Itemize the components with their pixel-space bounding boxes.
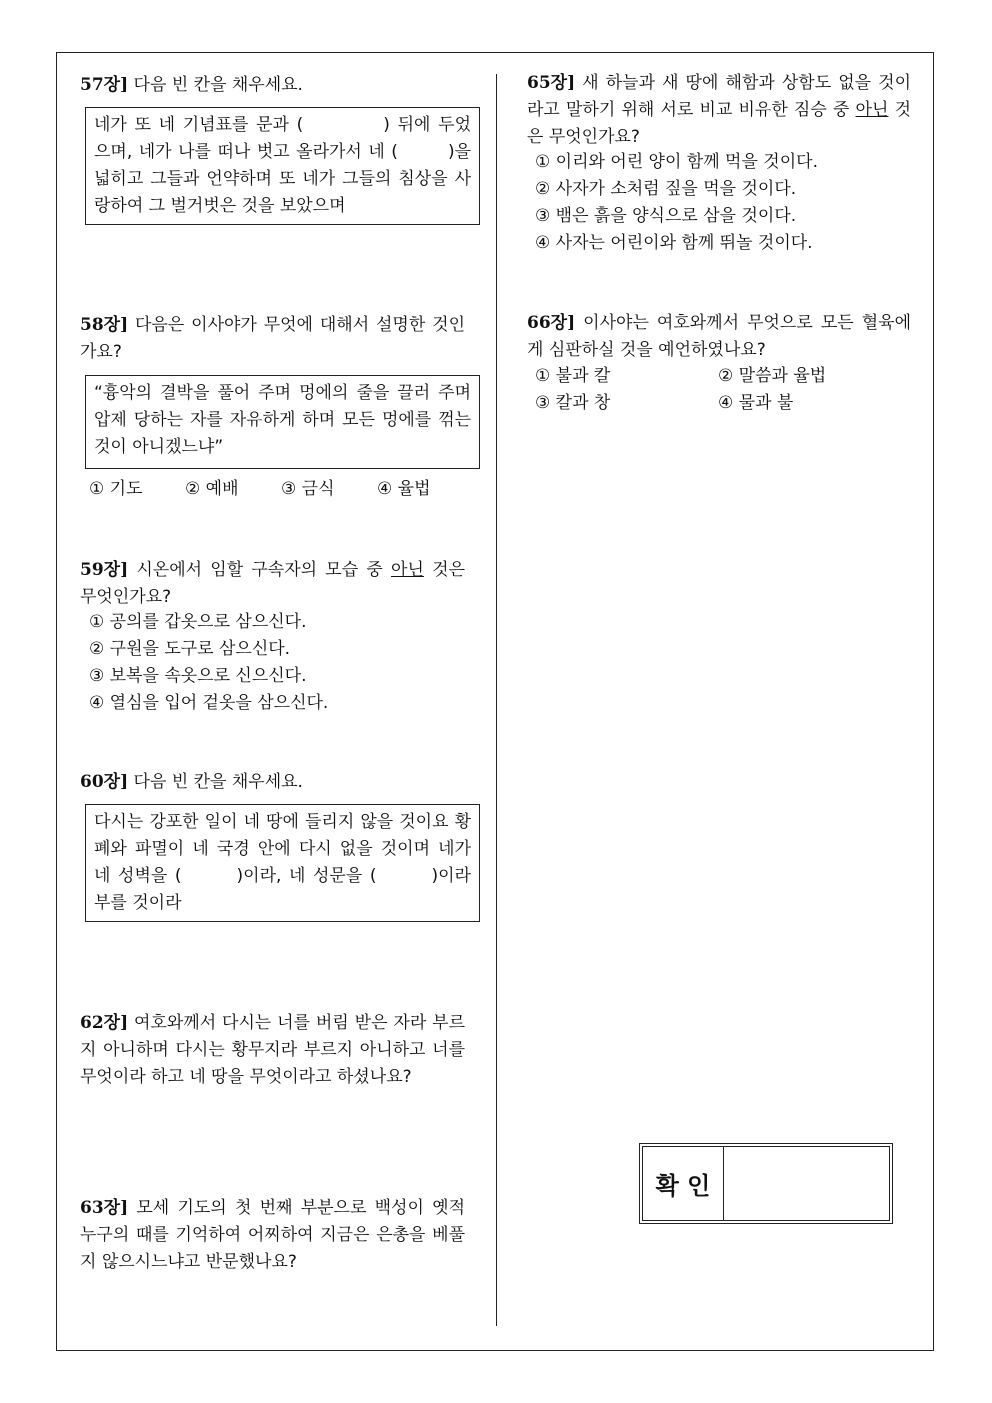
question-text: 시온에서 임할 구속자의 모습 중 xyxy=(128,560,392,580)
question-65 xyxy=(527,70,911,151)
option-3[interactable]: ③ 뱀은 흙을 양식으로 삼을 것이다. xyxy=(535,206,797,226)
option-3[interactable]: ③ 보복을 속옷으로 신으신다. xyxy=(89,666,307,686)
question-number: 59장] xyxy=(80,560,129,580)
confirm-box xyxy=(639,1143,893,1224)
passage-box xyxy=(85,375,480,469)
question-text: 여호와께서 다시는 너를 버림 받은 자라 부르지 아니하며 다시는 황무지라 부르지 아니하고 너를 무엇이라 하고 네 땅을 무엇이라고 하셨나요? xyxy=(80,1013,465,1087)
question-number: 58장] xyxy=(80,315,129,335)
question-text: 다음 빈 칸을 채우세요. xyxy=(128,75,303,95)
passage-text: 네가 또 네 기념표를 문과 ( xyxy=(94,115,304,135)
option-1[interactable]: ① 기도 xyxy=(89,479,143,499)
passage-box xyxy=(85,107,480,225)
confirm-inner xyxy=(642,1146,890,1221)
option-4[interactable]: ④ 물과 불 xyxy=(718,393,794,413)
passage-text: )이라 부를 것이라 xyxy=(94,866,471,913)
option-1[interactable]: ① 공의를 갑옷으로 삼으신다. xyxy=(89,612,307,632)
question-66 xyxy=(527,310,911,364)
passage-text: 다시는 강포한 일이 네 땅에 들리지 않을 것이요 황폐와 파멸이 네 국경 안에 다시 없을 것이며 네가 네 성벽을 ( xyxy=(94,812,471,886)
option-2[interactable]: ② 구원을 도구로 삼으신다. xyxy=(89,639,291,659)
question-number: 66장] xyxy=(527,313,576,333)
emphasis-underline: 아닌 xyxy=(391,560,424,580)
question-text: 새 하늘과 새 땅에 해함과 상함도 없을 것이라고 말하기 위해 서로 비교 비유한 짐승 중 xyxy=(527,73,911,120)
question-58 xyxy=(80,312,465,366)
question-text: 다음 빈 칸을 채우세요. xyxy=(128,772,303,792)
option-4[interactable]: ④ 율법 xyxy=(377,479,431,499)
question-number: 62장] xyxy=(80,1013,129,1033)
emphasis-underline: 아닌 xyxy=(855,100,889,120)
question-63 xyxy=(80,1195,465,1276)
option-3[interactable]: ③ 금식 xyxy=(281,479,335,499)
question-text: 다음은 이사야가 무엇에 대해서 설명한 것인가요? xyxy=(80,315,465,362)
question-57 xyxy=(80,72,472,99)
option-2[interactable]: ② 사자가 소처럼 짚을 먹을 것이다. xyxy=(535,179,797,199)
passage-text: )이라, 네 성문을 ( xyxy=(236,866,377,886)
option-2[interactable]: ② 예배 xyxy=(185,479,239,499)
signature-area[interactable] xyxy=(724,1147,889,1220)
option-3[interactable]: ③ 칼과 창 xyxy=(535,393,611,413)
passage-text: ) 뒤에 두었으며, 네가 나를 떠나 벗고 올라가서 네 ( xyxy=(94,115,471,162)
question-text: 모세 기도의 첫 번째 부분으로 백성이 옛적 누구의 때를 기억하여 어찌하여 지금은 은총을 베풀지 않으시느냐고 반문했나요? xyxy=(80,1198,465,1272)
option-4[interactable]: ④ 사자는 어린이와 함께 뛰놀 것이다. xyxy=(535,233,813,253)
question-62 xyxy=(80,1010,465,1091)
question-text: 이사야는 여호와께서 무엇으로 모든 혈육에게 심판하실 것을 예언하였나요? xyxy=(527,313,911,360)
column-divider xyxy=(496,74,497,1326)
passage-text: “흉악의 결박을 풀어 주며 멍에의 줄을 끌러 주며 압제 당하는 자를 자유하게 하며 모든 멍에를 꺾는 것이 아니겠느냐” xyxy=(94,383,471,457)
question-text: 것은 무엇인가요? xyxy=(80,560,465,607)
passage-text: )을 넓히고 그들과 언약하며 또 네가 그들의 침상을 사랑하여 그 벌거벗은 것을 보았으며 xyxy=(94,142,471,216)
option-2[interactable]: ② 말씀과 율법 xyxy=(718,366,827,386)
question-60 xyxy=(80,769,472,796)
question-number: 57장] xyxy=(80,75,129,95)
question-number: 63장] xyxy=(80,1198,129,1218)
option-1[interactable]: ① 이리와 어린 양이 함께 먹을 것이다. xyxy=(535,152,818,172)
passage-box xyxy=(85,804,480,922)
question-number: 65장] xyxy=(527,73,576,93)
confirm-label: 확 인 xyxy=(643,1147,724,1220)
question-text: 것은 무엇인가요? xyxy=(527,100,911,147)
option-4[interactable]: ④ 열심을 입어 겉옷을 삼으신다. xyxy=(89,693,329,713)
question-number: 60장] xyxy=(80,772,129,792)
question-59 xyxy=(80,557,465,611)
option-1[interactable]: ① 불과 칼 xyxy=(535,366,611,386)
